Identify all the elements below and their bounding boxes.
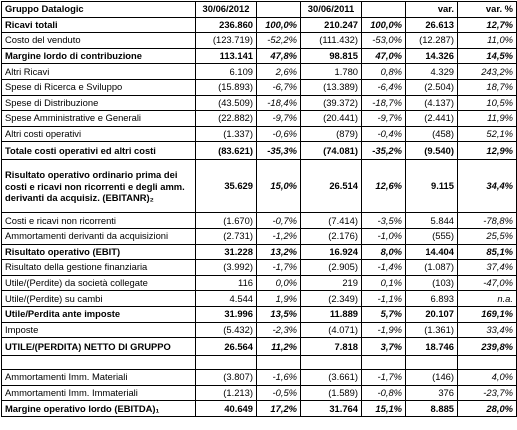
variation: (2.504) [406,79,458,95]
row-label: Imposte [2,322,196,338]
pct-2011: -1,4% [362,260,406,276]
table-row [2,275,517,291]
pct-2011: -35,2% [362,142,406,160]
pct-2011: 12,6% [362,160,406,213]
pct-2012: -18,4% [257,95,301,111]
row-label: Costo del venduto [2,33,196,49]
value-2012 [196,356,257,370]
value-2012: 31.228 [196,244,257,260]
variation: 14.404 [406,244,458,260]
row-label: Costi e ricavi non ricorrenti [2,213,196,229]
pct-2012: 11,2% [257,338,301,356]
header-period-2011: 30/06/2011 [301,2,362,18]
pct-2011: -1,1% [362,291,406,307]
header-var: var. [406,2,458,18]
row-label: Ammortamenti derivanti da acquisizioni [2,228,196,244]
row-label: Ammortamenti Imm. Immateriali [2,385,196,401]
pct-2011: 100,0% [362,17,406,33]
value-2011: 210.247 [301,17,362,33]
value-2011: (7.414) [301,213,362,229]
table-row [2,370,517,386]
value-2012: 6.109 [196,64,257,80]
table-row [2,228,517,244]
variation-pct: 11,0% [458,33,517,49]
pct-2012: -35,3% [257,142,301,160]
value-2011 [301,356,362,370]
table-row [2,338,517,356]
value-2012: (15.893) [196,79,257,95]
pct-2011: -6,4% [362,79,406,95]
table-row [2,160,517,213]
value-2012: 40.649 [196,401,257,417]
pct-2011: -18,7% [362,95,406,111]
variation-pct: 37,4% [458,260,517,276]
variation: (555) [406,228,458,244]
value-2011: 16.924 [301,244,362,260]
pct-2011: -9,7% [362,111,406,127]
table-row [2,48,517,64]
value-2012: 116 [196,275,257,291]
variation: 376 [406,385,458,401]
value-2012: (22.882) [196,111,257,127]
table-row [2,64,517,80]
pct-2012: -1,7% [257,260,301,276]
variation: 5.844 [406,213,458,229]
row-label: UTILE/(PERDITA) NETTO DI GRUPPO [2,338,196,356]
value-2011: (39.372) [301,95,362,111]
variation-pct: 34,4% [458,160,517,213]
pct-2011: 0,8% [362,64,406,80]
row-label: Utile/(Perdite) su cambi [2,291,196,307]
pct-2012 [257,356,301,370]
variation-pct: 243,2% [458,64,517,80]
value-2011: 11.889 [301,306,362,322]
variation: (458) [406,126,458,142]
value-2011: 98.815 [301,48,362,64]
pct-2012: 1,9% [257,291,301,307]
value-2012: 35.629 [196,160,257,213]
table-row [2,17,517,33]
pct-2011: 8,0% [362,244,406,260]
value-2011: 1.780 [301,64,362,80]
pct-2011: 15,1% [362,401,406,417]
value-2012: (123.719) [196,33,257,49]
pct-2012: -0,6% [257,126,301,142]
value-2011: 31.764 [301,401,362,417]
pct-2012: 13,5% [257,306,301,322]
variation-pct: 12,7% [458,17,517,33]
value-2011: (2.349) [301,291,362,307]
table-row [2,260,517,276]
variation-pct: -78,8% [458,213,517,229]
value-2011: (879) [301,126,362,142]
value-2012: (1.670) [196,213,257,229]
row-label: Risultato della gestione finanziaria [2,260,196,276]
pct-2011: -53,0% [362,33,406,49]
variation-pct: 4,0% [458,370,517,386]
pct-2011: -1,7% [362,370,406,386]
value-2012: 26.564 [196,338,257,356]
row-label: Risultato operativo (EBIT) [2,244,196,260]
table-row [2,142,517,160]
value-2012: (43.509) [196,95,257,111]
variation-pct: 85,1% [458,244,517,260]
row-label: Spese di Ricerca e Sviluppo [2,79,196,95]
variation: (4.137) [406,95,458,111]
value-2011: 26.514 [301,160,362,213]
value-2012: (1.337) [196,126,257,142]
header-period-2012: 30/06/2012 [196,2,257,18]
variation: 8.885 [406,401,458,417]
table-row [2,126,517,142]
table-row [2,95,517,111]
pct-2012: 47,8% [257,48,301,64]
variation: 6.893 [406,291,458,307]
pct-2012: -2,3% [257,322,301,338]
pct-2011: -0,4% [362,126,406,142]
variation: (103) [406,275,458,291]
table-row [2,111,517,127]
pct-2011: -1,0% [362,228,406,244]
variation: 18.746 [406,338,458,356]
variation-pct: 18,7% [458,79,517,95]
value-2012: 236.860 [196,17,257,33]
variation: (9.540) [406,142,458,160]
variation: (2.441) [406,111,458,127]
variation: 14.326 [406,48,458,64]
row-label: Altri Ricavi [2,64,196,80]
variation: (12.287) [406,33,458,49]
variation: 9.115 [406,160,458,213]
pct-2012: 13,2% [257,244,301,260]
table-row [2,213,517,229]
header-var-pct: var. % [458,2,517,18]
variation: 4.329 [406,64,458,80]
pct-2012: -6,7% [257,79,301,95]
row-label: Margine lordo di contribuzione [2,48,196,64]
variation [406,356,458,370]
variation: (146) [406,370,458,386]
row-label: Spese di Distribuzione [2,95,196,111]
variation-pct: 10,5% [458,95,517,111]
table-row [2,79,517,95]
pct-2011: 3,7% [362,338,406,356]
value-2011: 219 [301,275,362,291]
pct-2011: 0,1% [362,275,406,291]
income-statement-table [1,1,517,417]
variation: 20.107 [406,306,458,322]
value-2012: (1.213) [196,385,257,401]
value-2011: (20.441) [301,111,362,127]
variation-pct: 239,8% [458,338,517,356]
pct-2012: 15,0% [257,160,301,213]
spacer-row [2,356,517,370]
variation: (1.361) [406,322,458,338]
variation-pct: 52,1% [458,126,517,142]
variation: 26.613 [406,17,458,33]
variation-pct: 12,9% [458,142,517,160]
table-row [2,244,517,260]
pct-2012: -1,2% [257,228,301,244]
variation-pct: 33,4% [458,322,517,338]
variation-pct: 25,5% [458,228,517,244]
variation-pct: -23,7% [458,385,517,401]
table-row [2,306,517,322]
pct-2012: -0,5% [257,385,301,401]
table-row [2,33,517,49]
header-blank-1 [257,2,301,18]
row-label: Risultato operativo ordinario prima dei costi e ricavi non ricorrenti e degli amm. derivanti da acquisiz. (EBITANR)₂ [2,160,196,213]
table-row [2,401,517,417]
row-label [2,356,196,370]
value-2011: 7.818 [301,338,362,356]
pct-2011: -3,5% [362,213,406,229]
pct-2011: 47,0% [362,48,406,64]
row-label: Spese Amministrative e Generali [2,111,196,127]
value-2011: (13.389) [301,79,362,95]
value-2011: (2.905) [301,260,362,276]
value-2011: (74.081) [301,142,362,160]
pct-2011: -0,8% [362,385,406,401]
value-2011: (1.589) [301,385,362,401]
value-2012: 113.141 [196,48,257,64]
row-label: Margine operativo lordo (EBITDA)₁ [2,401,196,417]
pct-2012: 17,2% [257,401,301,417]
value-2012: (83.621) [196,142,257,160]
variation-pct: 169,1% [458,306,517,322]
pct-2012: -9,7% [257,111,301,127]
value-2012: (3.807) [196,370,257,386]
variation-pct [458,356,517,370]
pct-2012: 100,0% [257,17,301,33]
pct-2012: -52,2% [257,33,301,49]
row-label: Totale costi operativi ed altri costi [2,142,196,160]
row-label: Utile/Perdita ante imposte [2,306,196,322]
pct-2012: -1,6% [257,370,301,386]
variation: (1.087) [406,260,458,276]
table-row [2,322,517,338]
pct-2012: 2,6% [257,64,301,80]
table-body [2,2,517,417]
value-2012: 31.996 [196,306,257,322]
value-2012: (5.432) [196,322,257,338]
value-2012: 4.544 [196,291,257,307]
row-label: Utile/(Perdite) da società collegate [2,275,196,291]
value-2012: (3.992) [196,260,257,276]
variation-pct: 28,0% [458,401,517,417]
pct-2012: 0,0% [257,275,301,291]
variation-pct: -47,0% [458,275,517,291]
value-2011: (111.432) [301,33,362,49]
value-2011: (4.071) [301,322,362,338]
value-2011: (3.661) [301,370,362,386]
table-row [2,385,517,401]
header-blank-2 [362,2,406,18]
pct-2011: 5,7% [362,306,406,322]
header-row [2,2,517,18]
row-label: Altri costi operativi [2,126,196,142]
value-2012: (2.731) [196,228,257,244]
row-label: Ricavi totali [2,17,196,33]
pct-2011 [362,356,406,370]
table-row [2,291,517,307]
pct-2012: -0,7% [257,213,301,229]
variation-pct: 14,5% [458,48,517,64]
row-label: Ammortamenti Imm. Materiali [2,370,196,386]
value-2011: (2.176) [301,228,362,244]
variation-pct: 11,9% [458,111,517,127]
pct-2011: -1,9% [362,322,406,338]
header-company-label: Gruppo Datalogic [2,2,196,18]
variation-pct: n.a. [458,291,517,307]
